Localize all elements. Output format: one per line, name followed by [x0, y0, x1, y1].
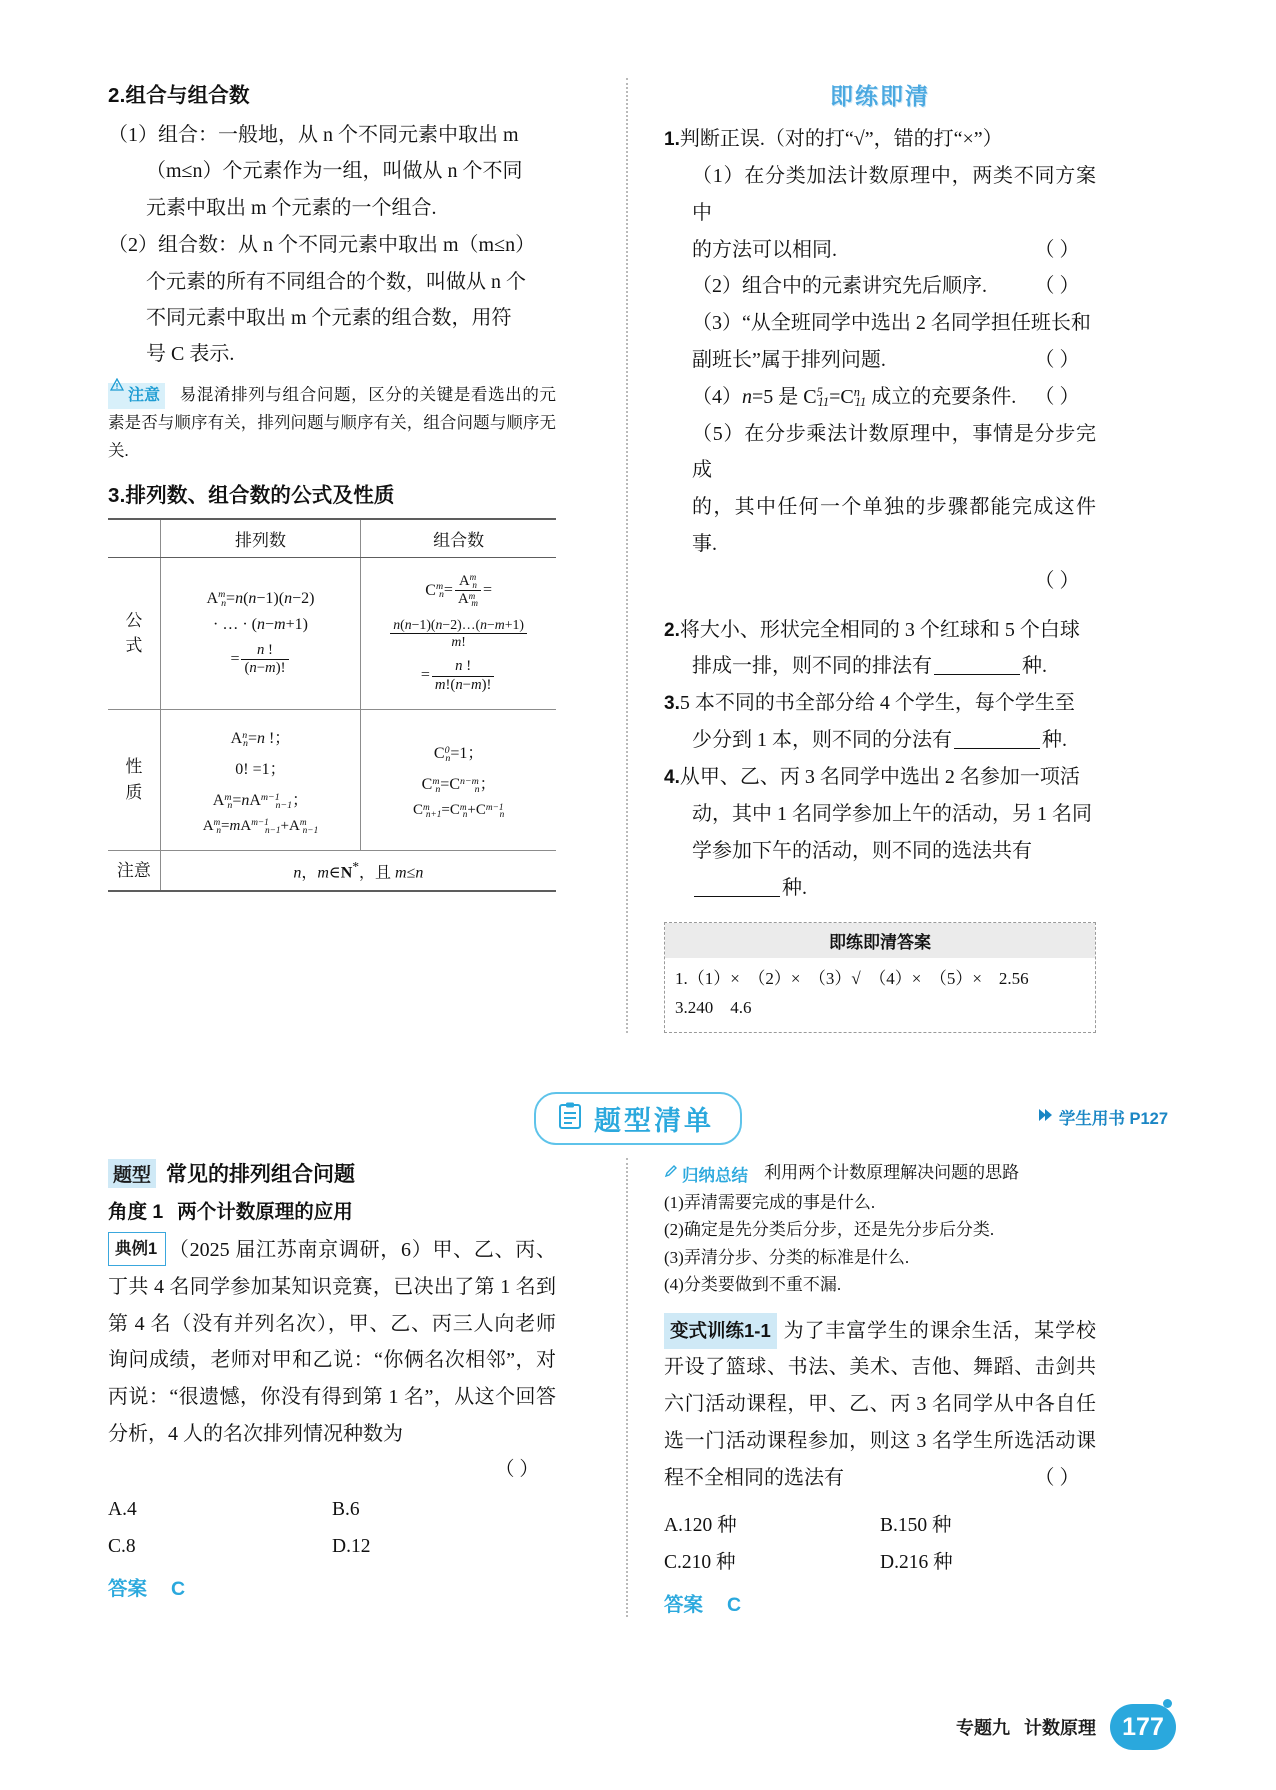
- example-text: （2025 届江苏南京调研，6）甲、乙、丙、丁共 4 名同学参加某知识竞赛，已决出了第 1 名到第 4 名（没有并列名次），甲、乙、丙三人向老师询问成绩，老师对甲和乙说：“你俩名次相邻”，对丙说：“很遗憾，你没有得到第 1 名”，从这个回答分析，4 人的名次排列情况种数为: [108, 1239, 556, 1445]
- lower-left-column: [108, 1158, 578, 1617]
- footer-topic-label: 专题九: [956, 1718, 1010, 1738]
- q2-line2: 排成一排，则不同的排法有: [692, 655, 932, 678]
- q4-number: 4.: [664, 767, 680, 789]
- q1-item3-label: （3）: [692, 312, 742, 335]
- note-text: 易混淆排列与组合问题，区分的关键是看选出的元素是否与顺序有关，排列问题与顺序有关，组合问题与顺序无关.: [108, 384, 557, 460]
- def1-line1: （1）组合：一般地，从 n 个不同元素中取出 m: [108, 124, 519, 146]
- example-answer-label: 答案: [108, 1577, 148, 1600]
- table-header-row: [108, 519, 556, 558]
- cell-permutation-formula: [160, 557, 361, 709]
- student-book-ref-label: 学生用书 P127: [1058, 1110, 1168, 1128]
- upper-columns: [108, 78, 1170, 1033]
- q1-item-1-cont: [664, 232, 1096, 269]
- table-header-combination: 组合数: [361, 519, 556, 558]
- bianshi-answer-label: 答案: [664, 1593, 704, 1616]
- comb-formula-line1: $C^mn=$ $\frac{A^mn}{A^mm}$ =: [425, 572, 492, 609]
- page-footer: [956, 1704, 1176, 1750]
- row-label-note: 注意: [108, 850, 160, 891]
- warning-triangle-icon: [110, 390, 124, 402]
- bianshi-options-row2: [664, 1544, 1096, 1581]
- row-label-formula: 公 式: [108, 557, 160, 709]
- def2-line2: 个元素的所有不同组合的个数，叫做从 n 个: [146, 270, 526, 293]
- guina-item-2: (2)确定是先分类后分步，还是先分步后分类.: [664, 1220, 995, 1240]
- right-column: [626, 78, 1096, 1033]
- q1-stem: 判断正误.（对的打“√”，错的打“×”）: [679, 128, 1003, 150]
- banner-box: [534, 1092, 742, 1145]
- guina-tag: [664, 1162, 748, 1186]
- guina-item-3: (3)弄清分步、分类的标准是什么.: [664, 1247, 910, 1267]
- guina-title: 利用两个计数原理解决问题的思路: [764, 1163, 1020, 1182]
- table-row-formula: [108, 557, 556, 709]
- double-chevron-icon: [1038, 1108, 1054, 1126]
- cell-combination-property: [361, 709, 556, 850]
- q2-line2-row: [664, 648, 1096, 685]
- question-3: [664, 685, 1096, 759]
- q2-line1: 将大小、形状完全相同的 3 个红球和 5 个白球: [679, 618, 1080, 641]
- clipboard-icon: [558, 1102, 584, 1135]
- q1-item1-mark[interactable]: （ ）: [1034, 238, 1080, 261]
- jiaodu-heading: [108, 1196, 556, 1224]
- q1-item3-mark[interactable]: （ ）: [1034, 348, 1080, 371]
- pencil-icon: [664, 1164, 678, 1183]
- section-heading-3: 3.排列数、组合数的公式及性质: [108, 483, 395, 507]
- q3-line2-row: [664, 722, 1096, 759]
- q2-line3: 种.: [1022, 655, 1047, 678]
- bianshi-options-row1: [664, 1507, 1096, 1544]
- q1-item-5-cont: [664, 489, 1096, 563]
- formula-table: [108, 518, 556, 892]
- tixing-title: 常见的排列组合问题: [166, 1163, 356, 1186]
- q4-line4: 种.: [782, 876, 807, 899]
- q3-line2: 少分到 1 本，则不同的分法有: [692, 729, 952, 752]
- bianshi-exercise: [664, 1313, 1096, 1497]
- lower-columns: [108, 1158, 1170, 1617]
- bianshi-answer-value: C: [727, 1593, 742, 1616]
- bianshi-option-d[interactable]: D.216 种: [880, 1551, 953, 1573]
- q1-item5-label: （5）: [692, 422, 745, 445]
- example-answer-line: [108, 1573, 556, 1601]
- bianshi-option-c[interactable]: C.210 种: [664, 1551, 736, 1573]
- cell-note-value: n，m∈N*，且 m≤n: [160, 850, 556, 891]
- answer-box-title: 即练即清答案: [665, 923, 1095, 958]
- tixing-heading: [108, 1158, 556, 1188]
- def1-line3: 元素中取出 m 个元素的一个组合.: [146, 196, 437, 219]
- q1-item3-cont-text: 副班长”属于排列问题.: [692, 348, 886, 371]
- guina-list: [664, 1189, 1096, 1299]
- option-c[interactable]: C.8: [108, 1535, 136, 1557]
- lower-right-column: [626, 1158, 1096, 1617]
- example-options-row2: [108, 1528, 556, 1565]
- q2-number: 2.: [664, 619, 680, 641]
- q1-item-4: （4）n=5 是 $C^511=C^n11$ 成立的充要条件. （ ）: [664, 379, 1096, 416]
- example-answer-mark[interactable]: （ ）: [495, 1458, 539, 1480]
- comb-prop-3: $C^mn+1=C^mn+C^{m-1}n$: [412, 802, 505, 821]
- warning-tag: [108, 383, 165, 410]
- comb-formula-line3: = $\frac{n !}{m!(n-m)!}$: [366, 658, 551, 694]
- bianshi-option-a[interactable]: A.120 种: [664, 1514, 737, 1536]
- q3-answer-blank[interactable]: [954, 748, 1040, 749]
- jiaodu-label: 角度 1: [108, 1201, 164, 1223]
- q1-number: 1.: [664, 129, 680, 150]
- q1-item-3-cont: [664, 342, 1096, 379]
- def2-line4-text: 号 C 表示.: [146, 343, 235, 366]
- tixing-tag: 题型: [108, 1159, 156, 1188]
- banner-title: 题型清单: [594, 1106, 714, 1136]
- perm-prop-3: $A^mn=nA^{m-1}n-1$；: [212, 791, 309, 811]
- footer-topic-name: 计数原理: [1024, 1718, 1096, 1738]
- q4-line1: 从甲、乙、丙 3 名同学中选出 2 名参加一项活: [679, 766, 1080, 789]
- example-mark-row: [108, 1453, 556, 1481]
- q1-item1-cont-text: 的方法可以相同.: [692, 238, 837, 261]
- q1-item1-text: 在分类加法计数原理中，两类不同方案中: [692, 164, 1097, 224]
- question-1: [664, 121, 1096, 600]
- option-a[interactable]: A.4: [108, 1498, 137, 1520]
- answer-box: [664, 922, 1096, 1033]
- q2-answer-blank[interactable]: [934, 674, 1020, 675]
- perm-prop-1: $A^nn=n$ !；: [230, 729, 291, 749]
- practice-title: 即练即清: [830, 83, 930, 109]
- bianshi-text: 为了丰富学生的课余生活，某学校开设了篮球、书法、美术、吉他、舞蹈、击剑共六门活动课程，甲、乙、丙 3 名同学从中各自任选一门活动课程参加，则这 3 名学生所选活动课程不全相同的选法有: [664, 1319, 1096, 1489]
- q1-item2-text: 组合中的元素讲究先后顺序.: [742, 275, 987, 298]
- example-answer-value: C: [171, 1577, 186, 1600]
- example-tag: 典例1: [108, 1232, 166, 1266]
- q4-line2: 动，其中 1 名同学参加上午的活动，另 1 名同: [692, 802, 1092, 825]
- student-book-ref: [1038, 1105, 1168, 1129]
- q1-item5-cont-text: 的，其中任何一个单独的步骤都能完成这件事.: [692, 496, 1096, 555]
- perm-prop-4: $A^mn=mA^{m-1}n-1+A^mn-1$: [202, 817, 319, 836]
- question-4: [664, 759, 1096, 906]
- q1-item-1: [664, 158, 1096, 232]
- q3-number: 3.: [664, 693, 680, 715]
- definition-combination-number: [108, 227, 556, 373]
- option-d[interactable]: D.12: [332, 1535, 371, 1557]
- example-1: [108, 1232, 556, 1453]
- left-column: [108, 78, 578, 1033]
- question-2: [664, 612, 1096, 686]
- cell-combination-formula: [361, 557, 556, 709]
- footer-topic: [956, 1714, 1096, 1740]
- section-heading-2: 2.组合与组合数: [108, 84, 250, 107]
- guina-item-1: (1)弄清需要完成的事是什么.: [664, 1192, 876, 1212]
- option-b[interactable]: B.6: [332, 1498, 360, 1520]
- page-number: 177: [1110, 1704, 1176, 1750]
- bianshi-answer-line: [664, 1589, 1096, 1617]
- guina-item-4: (4)分类要做到不重不漏.: [664, 1275, 842, 1295]
- guina-tag-label: 归纳总结: [682, 1166, 748, 1185]
- bianshi-tag: 变式训练1-1: [664, 1313, 777, 1349]
- comb-prop-1: $C^0n=1$；: [433, 745, 484, 765]
- q1-item1-label: （1）: [692, 164, 745, 187]
- table-header-blank: [108, 519, 160, 558]
- def2-line3: 不同元素中取出 m 个元素的组合数，用符: [146, 306, 512, 329]
- table-row-note: [108, 850, 556, 891]
- answer-line-2: 3.240 4.6: [675, 998, 752, 1018]
- q1-item4-label: （4）: [692, 385, 742, 408]
- q1-item3-text: “从全班同学中选出 2 名同学担任班长和: [742, 312, 1091, 335]
- perm-formula-line1: $A^mn=n(n-1)(n-2)$: [206, 589, 315, 609]
- comb-prop-2: $C^mn=C^{n-m}n$；: [421, 776, 496, 796]
- note-block: [108, 381, 556, 464]
- example-options-row1: [108, 1491, 556, 1528]
- q3-line1: 5 本不同的书全部分给 4 个学生，每个学生至: [679, 692, 1075, 715]
- comb-formula-line2: $\frac{n(n-1)(n-2)\dots(n-m+1)}{m!}$: [366, 617, 551, 651]
- q1-item-2: [664, 268, 1096, 305]
- cell-permutation-property: [160, 709, 361, 850]
- q1-item2-label: （2）: [692, 275, 742, 298]
- q4-line3: 学参加下午的活动，则不同的选法共有: [692, 839, 1032, 862]
- q1-item5-text: 在分步乘法计数原理中，事情是分步完成: [692, 422, 1097, 482]
- bianshi-answer-mark[interactable]: （ ）: [1034, 1466, 1080, 1489]
- q1-item-3: [664, 305, 1096, 342]
- bianshi-option-b[interactable]: B.150 种: [880, 1514, 952, 1536]
- q1-item2-mark[interactable]: （ ）: [1034, 275, 1080, 298]
- def2-line4: [108, 336, 556, 372]
- perm-prop-2: 0! =1；: [235, 760, 286, 778]
- warning-tag-label: 注意: [128, 386, 161, 404]
- q1-item-5: [664, 416, 1096, 490]
- jiaodu-title: 两个计数原理的应用: [177, 1201, 353, 1223]
- definition-combination: [108, 117, 556, 226]
- def2-line1: （2）组合数：从 n 个不同元素中取出 m（m≤n）: [108, 234, 536, 257]
- perm-formula-line2: · … · (n−m+1): [213, 615, 308, 633]
- answer-box-body: [665, 958, 1095, 1032]
- perm-formula-line3: = $\frac{n !}{(n-m)!}$: [166, 642, 356, 678]
- row-label-property: 性 质: [108, 709, 160, 850]
- q3-line3: 种.: [1042, 729, 1067, 752]
- def1-line2: （m≤n）个元素作为一组，叫做从 n 个不同: [146, 160, 523, 183]
- answer-line-1: 1.（1）× （2）× （3）√ （4）× （5）× 2.56: [675, 969, 1029, 989]
- q1-item4-mark[interactable]: （ ）: [1034, 385, 1080, 408]
- table-header-permutation: 排列数: [160, 519, 361, 558]
- q4-line4-row: [664, 870, 1096, 907]
- guina-heading: [664, 1158, 1096, 1186]
- q1-item-5-mark-row: [664, 563, 1096, 600]
- q4-answer-blank[interactable]: [694, 896, 780, 897]
- table-row-property: [108, 709, 556, 850]
- q1-item5-mark[interactable]: （ ）: [1034, 569, 1080, 592]
